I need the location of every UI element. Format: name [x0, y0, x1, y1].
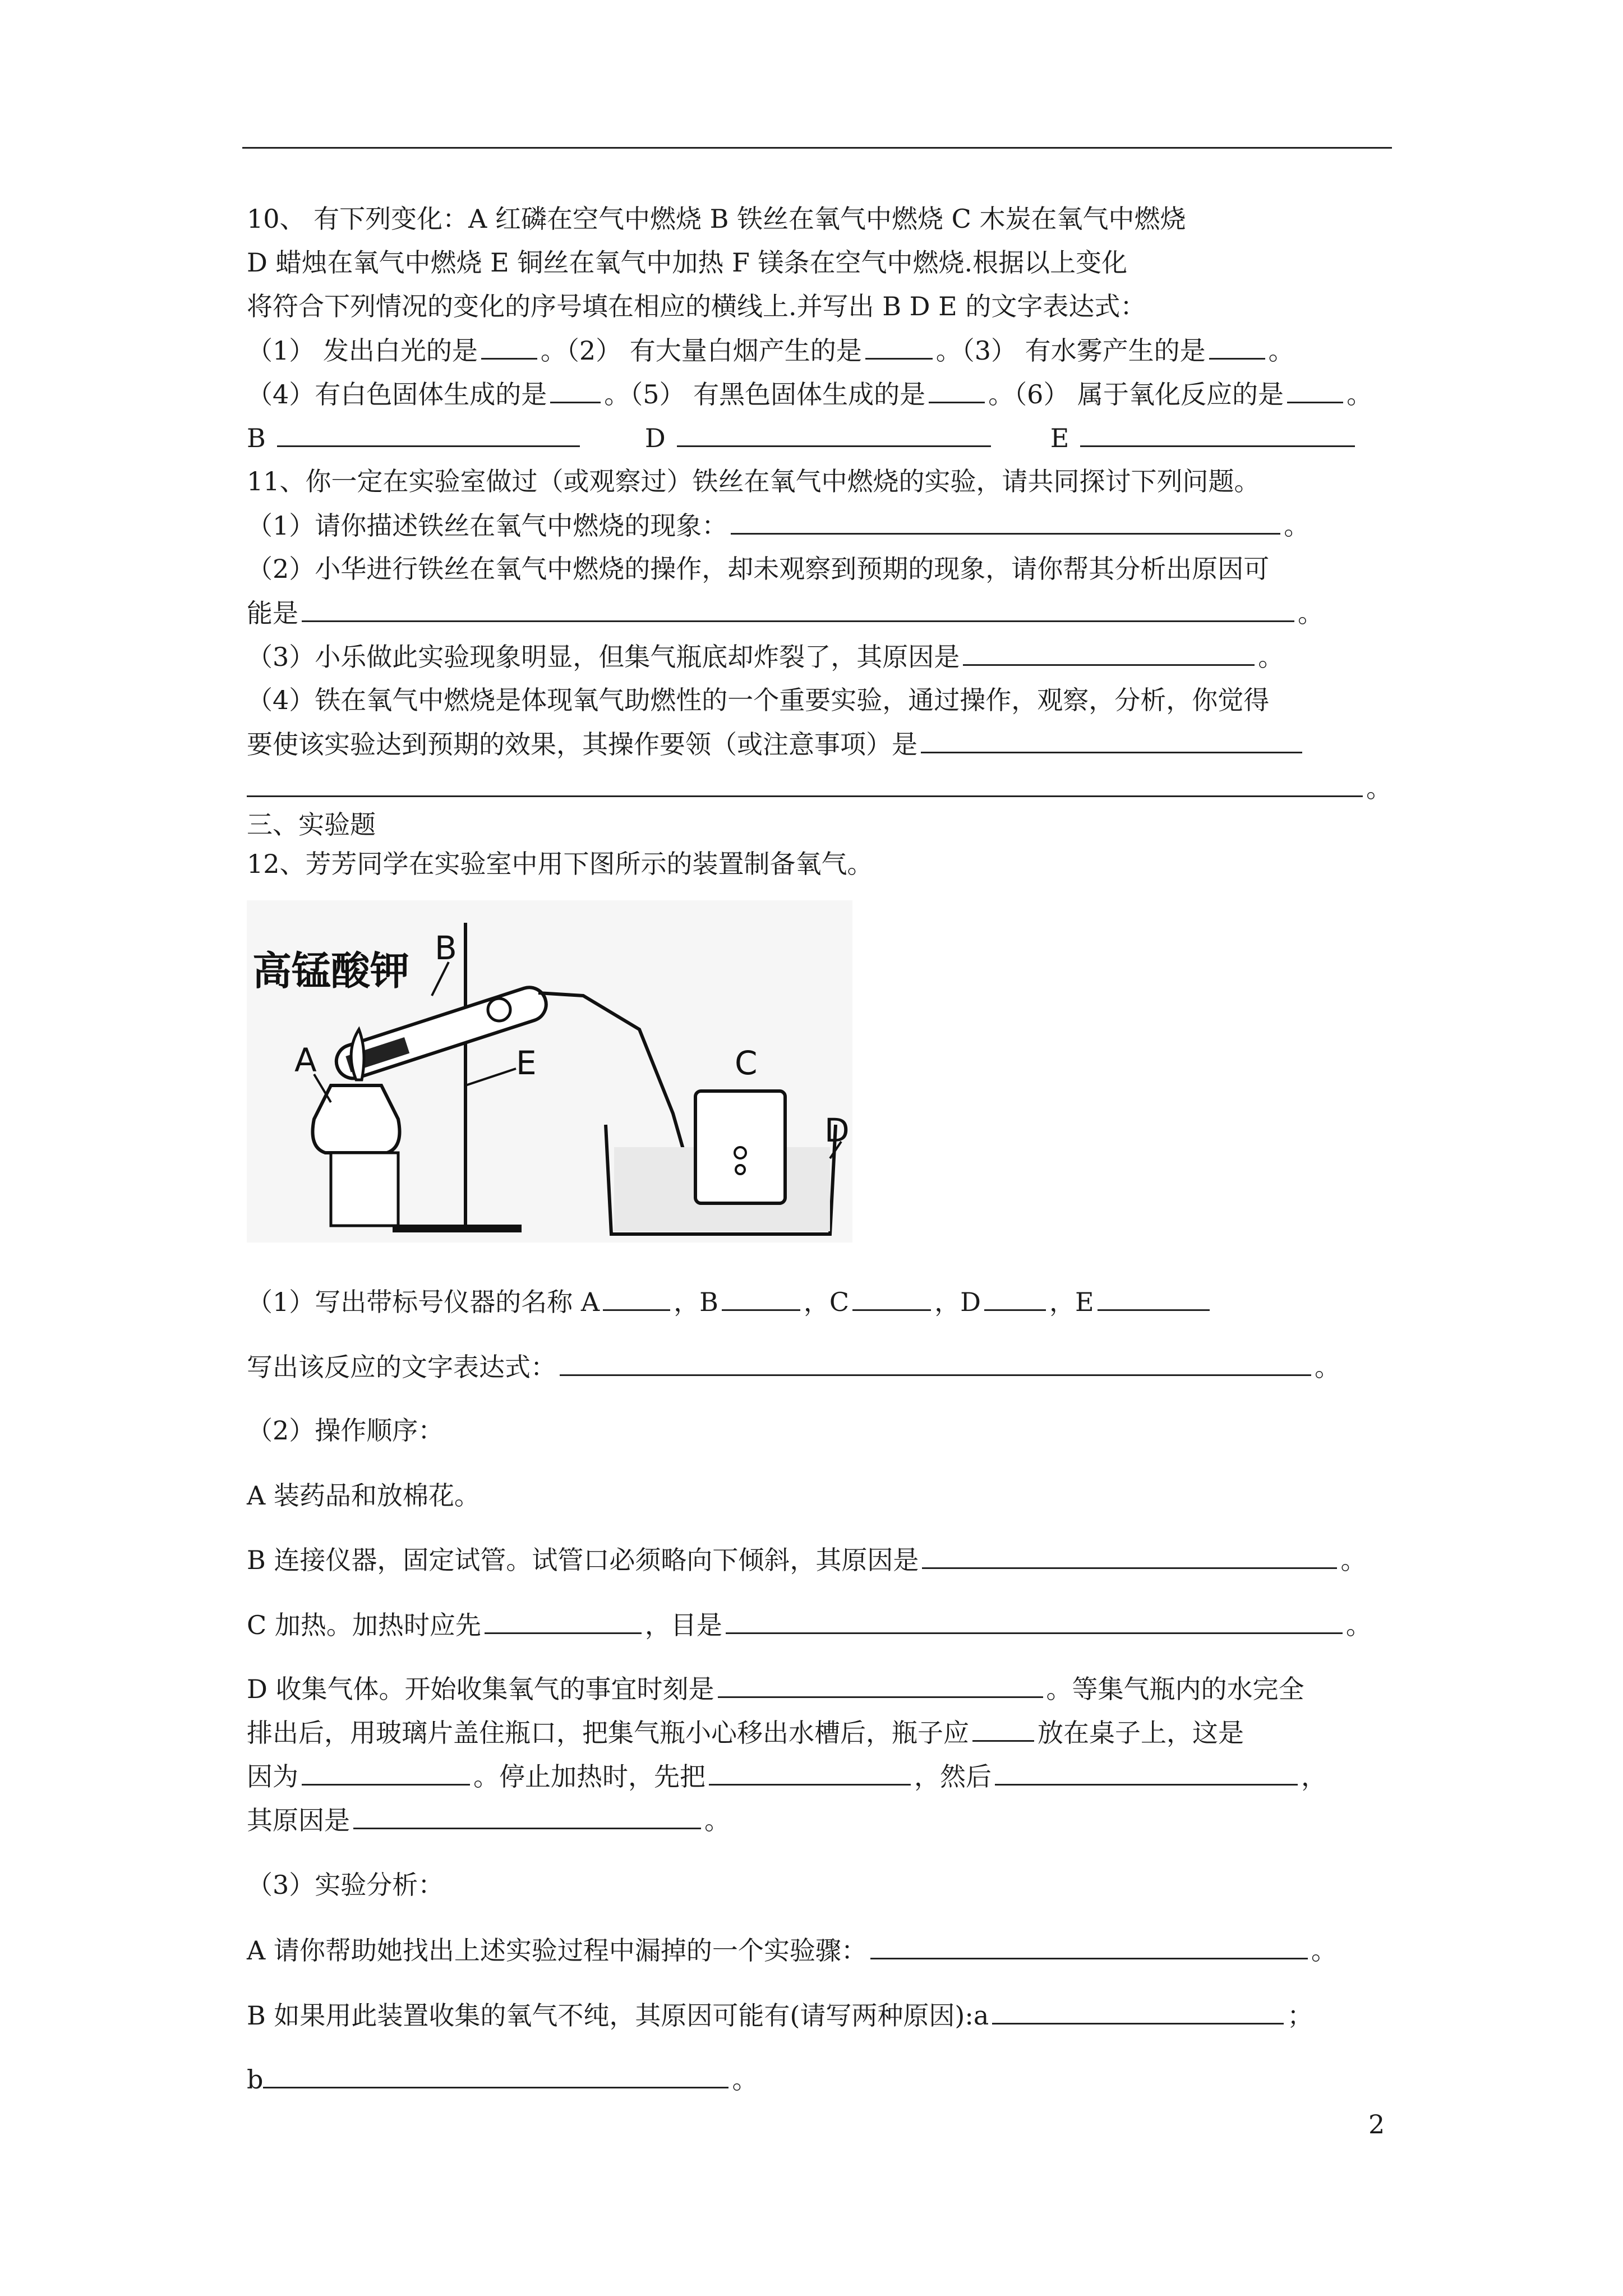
- q12-p2b-text: B 连接仪器，固定试管。试管口必须略向下倾斜，其原因是: [247, 1545, 919, 1575]
- q12-p2b-end: 。: [1340, 1545, 1367, 1575]
- q10-line1: 10、 有下列变化：A 红磷在空气中燃烧 B 铁丝在氧气中燃烧 C 木炭在氧气中燃烧: [247, 204, 1186, 234]
- answer-blank[interactable]: [922, 1543, 1337, 1569]
- q12-p2c-end: 。: [1345, 1610, 1372, 1640]
- q11-s3: [247, 639, 1284, 674]
- q12-p2c: [247, 1608, 1372, 1642]
- oxygen-apparatus-figure: [247, 900, 852, 1243]
- answer-blank[interactable]: [709, 1759, 911, 1786]
- q11-s2b: [247, 596, 1324, 630]
- answer-blank[interactable]: [1209, 333, 1265, 360]
- q11-s4: （4）铁在氧气中燃烧是体现氧气助燃性的一个重要实验，通过操作，观察，分析，你觉得: [247, 685, 1270, 715]
- answer-blank[interactable]: [677, 421, 991, 447]
- answer-blank[interactable]: [726, 1608, 1343, 1634]
- q11-s3-text: （3）小乐做此实验现象明显，但集气瓶底却炸裂了，其原因是: [247, 642, 960, 672]
- answer-blank[interactable]: [870, 1933, 1308, 1959]
- label-d: D: [824, 1111, 850, 1149]
- q12-p2d3-mid: 。停止加热时，先把: [473, 1761, 706, 1792]
- stand-base: [393, 1225, 522, 1232]
- answer-blank[interactable]: [277, 421, 580, 447]
- q12-p3b-end: ；: [1287, 2000, 1313, 2031]
- wood-block: [331, 1153, 398, 1226]
- q12-p3a-text: A 请你帮助她找出上述实验过程中漏掉的一个实验骤：: [247, 1935, 867, 1966]
- answer-blank[interactable]: [972, 1715, 1034, 1742]
- label-c: C: [735, 1044, 758, 1082]
- answer-blank[interactable]: [1287, 377, 1343, 403]
- header-rule: [242, 147, 1392, 149]
- q11-s4-end: 。: [1366, 773, 1392, 803]
- q12-p3c-end: 。: [732, 2064, 758, 2095]
- answer-blank[interactable]: [852, 1285, 931, 1311]
- q12-p2c-text: C 加热。加热时应先: [247, 1610, 481, 1640]
- page-number: 2: [1368, 2109, 1385, 2139]
- q10-row1: [247, 333, 1294, 367]
- q11-s1: [247, 508, 1310, 542]
- q11-s3-end: 。: [1258, 642, 1284, 672]
- q12-p1-text: （1）写出带标号仪器的名称 A: [247, 1287, 600, 1317]
- chemical-label: 高锰酸钾: [252, 948, 409, 994]
- answer-blank[interactable]: [995, 1759, 1298, 1786]
- q12-p2: （2）操作顺序：: [247, 1415, 444, 1446]
- answer-blank[interactable]: [929, 377, 985, 403]
- q12-p2d3: [247, 1759, 1327, 1793]
- answer-blank[interactable]: [485, 1608, 642, 1634]
- answer-blank[interactable]: [603, 1285, 670, 1311]
- section-3-heading: 三、实验题: [247, 809, 376, 840]
- q12-p2b: [247, 1543, 1366, 1577]
- answer-blank[interactable]: [247, 771, 1363, 797]
- answer-blank[interactable]: [722, 1285, 800, 1311]
- q10-r1d: 。: [1268, 335, 1294, 366]
- q12-p1-e: ，E: [1049, 1287, 1094, 1317]
- answer-blank[interactable]: [865, 333, 933, 360]
- answer-blank[interactable]: [353, 1803, 701, 1829]
- answer-blank[interactable]: [550, 377, 601, 403]
- q11-s2: （2）小华进行铁丝在氧气中燃烧的操作，却未观察到预期的现象，请你帮其分析出原因可: [247, 554, 1270, 584]
- label-a: A: [294, 1041, 317, 1079]
- q12-p3a: [247, 1933, 1337, 1967]
- q10-r1b: 。（2） 有大量白烟产生的是: [540, 335, 862, 366]
- q12-p1-eq: [247, 1350, 1340, 1384]
- q12-p2d1-text: D 收集气体。开始收集氧气的事宜时刻是: [247, 1674, 714, 1704]
- q11-s1-end: 。: [1284, 510, 1310, 541]
- answer-blank[interactable]: [1080, 421, 1355, 447]
- q12-p2d3-text: 因为: [247, 1761, 298, 1792]
- q12-p1-d: ，D: [934, 1287, 981, 1317]
- q12-p3b-text: B 如果用此装置收集的氧气不纯，其原因可能有(请写两种原因):a: [247, 2000, 989, 2031]
- q12-p2d2: [247, 1715, 1244, 1750]
- q10-r1a: （1） 发出白光的是: [247, 335, 478, 366]
- q10-r2d: 。: [1347, 379, 1373, 409]
- answer-blank[interactable]: [1098, 1285, 1210, 1311]
- q12-p3c-text: b: [247, 2064, 264, 2095]
- q12-p2a: A 装药品和放棉花。: [247, 1480, 480, 1511]
- q12-p2d4: [247, 1803, 730, 1837]
- answer-blank[interactable]: [992, 1998, 1284, 2024]
- eq-b-label: B: [247, 423, 266, 453]
- q12-p1: [247, 1285, 1213, 1319]
- answer-blank[interactable]: [481, 333, 537, 360]
- answer-blank[interactable]: [731, 508, 1280, 535]
- q10-r1c: 。（3） 有水雾产生的是: [935, 335, 1206, 366]
- q12-p3b: [247, 1998, 1313, 2032]
- q12-p1-eq-text: 写出该反应的文字表达式：: [247, 1352, 556, 1382]
- q12-p2d2-text: 排出后，用玻璃片盖住瓶口，把集气瓶小心移出水槽后，瓶子应: [247, 1718, 969, 1748]
- eq-e-label: E: [1050, 423, 1069, 453]
- answer-blank[interactable]: [963, 639, 1255, 666]
- q12-p2d4-end: 。: [704, 1805, 730, 1835]
- q10-row2: [247, 377, 1372, 411]
- q12-p3: （3）实验分析：: [247, 1870, 444, 1900]
- q10-r2b: 。（5） 有黑色固体生成的是: [604, 379, 926, 409]
- q11-s4b: [247, 727, 1306, 761]
- q10-line3: 将符合下列情况的变化的序号填在相应的横线上.并写出 B D E 的文字表达式：: [247, 291, 1146, 321]
- q12-p1-eq-end: 。: [1315, 1352, 1340, 1382]
- answer-blank[interactable]: [984, 1285, 1046, 1311]
- q11-s1-text: （1）请你描述铁丝在氧气中燃烧的现象：: [247, 510, 728, 541]
- q12-p2d3-end: ，: [1301, 1761, 1327, 1792]
- q12-p1-c: ，C: [803, 1287, 850, 1317]
- eq-d-label: D: [644, 423, 666, 453]
- q12-p2d4-text: 其原因是: [247, 1805, 350, 1835]
- q12-p2d2-end: 放在桌子上，这是: [1038, 1718, 1244, 1748]
- answer-blank[interactable]: [302, 596, 1294, 622]
- q11-s4c: [247, 771, 1392, 805]
- answer-blank[interactable]: [560, 1350, 1311, 1376]
- q11-s4b-text: 要使该实验达到预期的效果，其操作要领（或注意事项）是: [247, 729, 917, 760]
- clamp: [488, 999, 510, 1021]
- q10-r2c: 。（6） 属于氧化反应的是: [988, 379, 1284, 409]
- label-b: B: [435, 929, 457, 967]
- q12-p2c-mid: ，目是: [644, 1610, 722, 1640]
- answer-blank[interactable]: [718, 1672, 1043, 1698]
- q12-p2d1-end: 。等集气瓶内的水完全: [1046, 1674, 1304, 1704]
- q12-p2d3-mid2: ，然后: [914, 1761, 992, 1792]
- q12-intro: 12、芳芳同学在实验室中用下图所示的装置制备氧气。: [247, 849, 873, 879]
- q12-p3a-end: 。: [1311, 1935, 1337, 1966]
- answer-blank[interactable]: [263, 2062, 728, 2088]
- q10-equations: [247, 421, 1358, 455]
- q12-p2d1: [247, 1672, 1304, 1706]
- q12-p1-b: ，B: [674, 1287, 718, 1317]
- q11-s2b-text: 能是: [247, 598, 298, 628]
- q11-line1: 11、你一定在实验室做过（或观察过）铁丝在氧气中燃烧的实验，请共同探讨下列问题。: [247, 466, 1260, 496]
- q10-r2a: （4）有白色固体生成的是: [247, 379, 547, 409]
- q12-p3c: [247, 2062, 758, 2096]
- q11-s2-end: 。: [1298, 598, 1324, 628]
- q10-line2: D 蜡烛在氧气中燃烧 E 铜丝在氧气中加热 F 镁条在空气中燃烧.根据以上变化: [247, 247, 1128, 278]
- answer-blank[interactable]: [921, 727, 1302, 753]
- label-e: E: [516, 1044, 537, 1082]
- answer-blank[interactable]: [302, 1759, 470, 1786]
